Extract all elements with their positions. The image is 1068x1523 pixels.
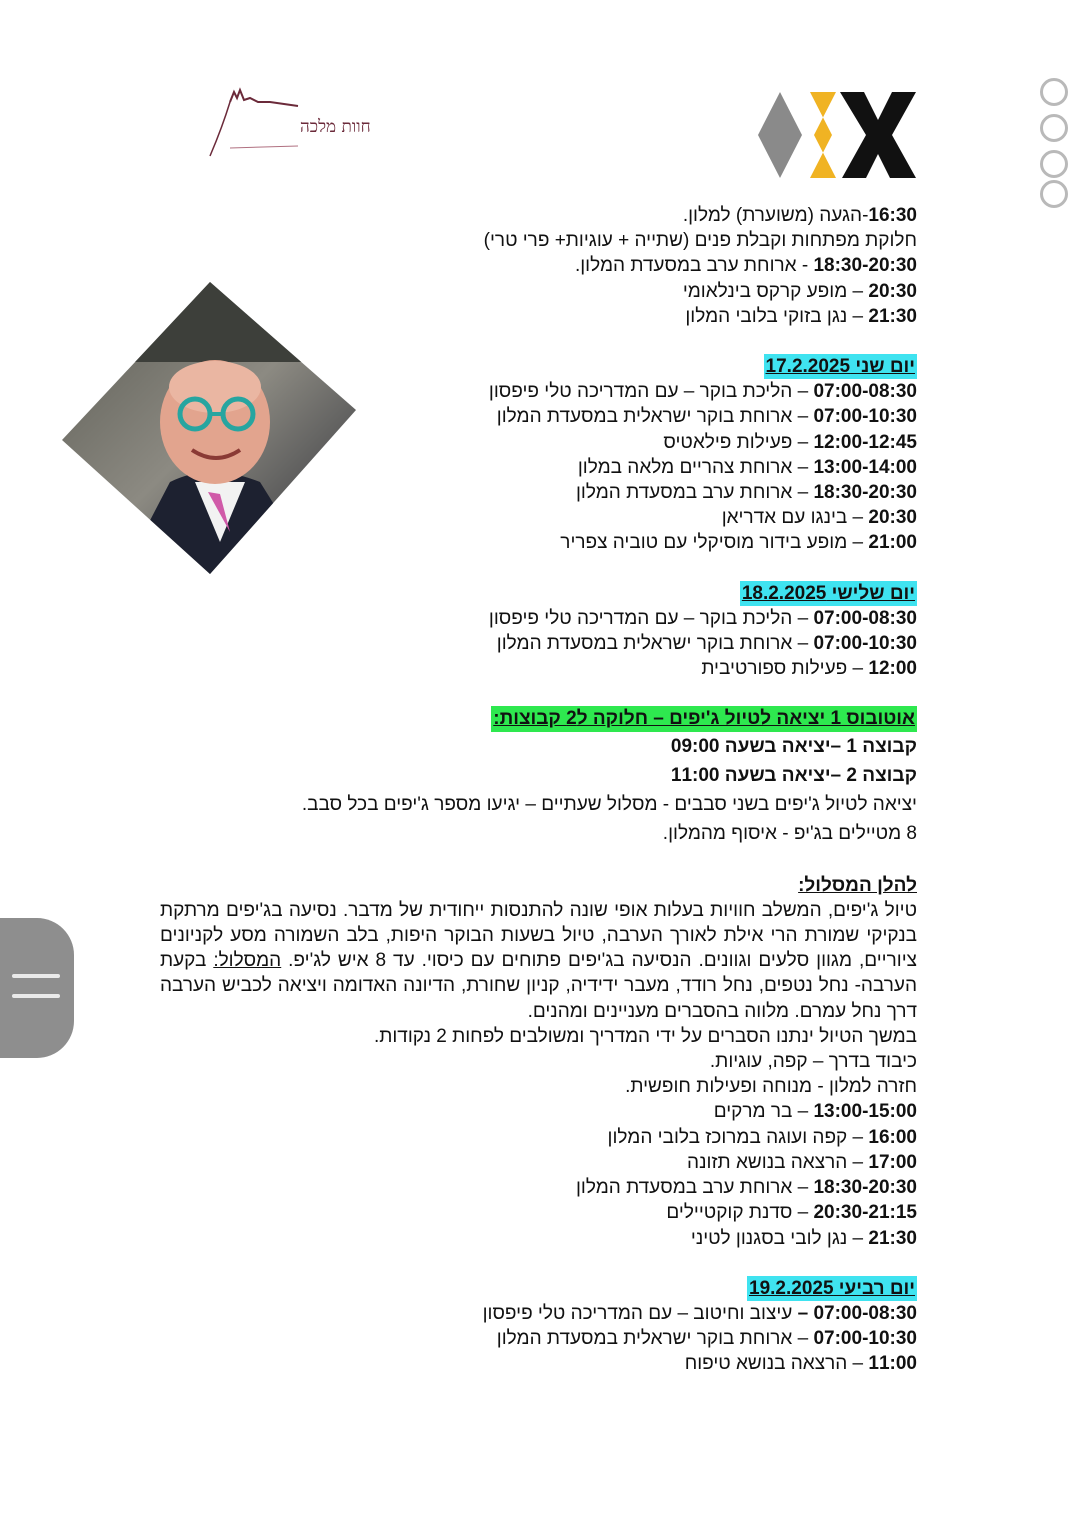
day3-heading: יום שלישי 18.2.2025 — [740, 581, 917, 606]
svg-text:חוות מלכה: חוות מלכה — [300, 117, 371, 137]
schedule-line: 07:00-08:30 – הליכת בוקר – עם המדריכה טלי פיפסון — [488, 607, 917, 629]
schedule-line: 21:30 – נגן לובי בסגנון לטיני — [690, 1227, 917, 1249]
binder-rings — [1040, 78, 1051, 208]
schedule-line: 07:00-10:30 – ארוחת בוקר ישראלית במסעדת המלון — [496, 406, 917, 428]
jeep-line: יציאה לטיול ג'יפים בשני סבבים - מסלול שעתיים – יגיעו מספר ג'יפים בכל סבב. — [301, 793, 917, 815]
schedule-line: 11:00 – הרצאה בנושא טיפוח — [684, 1353, 917, 1375]
route-label: המסלול: — [213, 950, 282, 972]
schedule-line: 12:00-12:45 – פעילות פילאטיס — [663, 431, 917, 453]
ring-icon — [1040, 180, 1068, 208]
handle-line-icon — [12, 974, 60, 978]
group2-line: קבוצה 2 –יציאה בשעה 11:00 — [670, 764, 917, 786]
schedule-line: 17:00 – הרצאה בנושא תזונה — [687, 1151, 917, 1173]
day2-heading: יום שני 17.2.2025 — [764, 354, 917, 379]
return-line: חזרה למלון - מנוחה ופעילות חופשית. — [625, 1076, 917, 1098]
schedule-line: 20:30 – מופע קרקס בינלאומי — [682, 280, 917, 302]
day1-section — [160, 203, 917, 329]
route-heading: להלן המסלול: — [798, 874, 917, 896]
side-menu-handle[interactable] — [0, 918, 74, 1058]
schedule-line: 21:30 – נגן בזוקי בלובי המלון — [685, 305, 917, 327]
schedule-line: 07:00-10:30 – ארוחת בוקר ישראלית במסעדת המלון — [496, 1328, 917, 1350]
schedule-document — [160, 203, 917, 1377]
hotel-logo-icon — [200, 88, 371, 160]
day4-heading: יום רביעי 19.2.2025 — [747, 1276, 917, 1301]
route-paragraph-2: במשך הטיול ינתנו הסברים על ידי המדריך ומשולבים לפחות 2 נקודות. — [373, 1025, 917, 1047]
ring-icon — [1040, 78, 1068, 106]
schedule-line: 13:00-15:00 – בר מרקים — [713, 1101, 917, 1123]
day2-section — [160, 354, 917, 556]
ring-icon — [1040, 150, 1068, 178]
schedule-line: 21:00 – מופע בידור מוסיקלי עם טוביה צפריר — [560, 532, 917, 554]
schedule-line: 18:30-20:30 – ארוחת ערב במסעדת המלון — [575, 482, 917, 504]
schedule-line: 20:30 – בינגו עם אדריאן — [721, 507, 917, 529]
schedule-line: 07:00-08:30 – עיצוב וחיטוב – עם המדריכה טלי פיפסון — [482, 1302, 917, 1324]
schedule-line: 07:00-08:30 – הליכת בוקר – עם המדריכה טלי פיפסון — [488, 381, 917, 403]
day3-section — [160, 581, 917, 1251]
route-paragraph: טיול ג'יפים, המשלב חוויות בעלות אופי שונה להתנסות ייחודית של מדבר. נסיעה בג'יפים מרתקת בנקיקי שמורת הרי אילת לאורך הערבה, טיול בשעות הבוקר היפות, בלב השמורה מסע לקניונים ציוריים, מגוון סלעים וגוונים. הנסיעה בג'יפים פתוחים עם כיסוי. עד 8 איש לג'יפ. המסלול: בקעת הערבה- נחל נטפים, נחל רודד, מעבר ידידיה, קניון שחורת, הדיונה האדומה ויציאה לכביש הערבה דרך נחל עמרם. מלווה בהסברים מעניינים ומהנים. — [160, 899, 917, 1022]
brand-logo-icon — [758, 92, 918, 178]
schedule-line: 16:30-הגעה (משוערת) למלון. — [682, 205, 917, 226]
handle-line-icon — [12, 994, 60, 998]
schedule-line: 12:00 – פעילות ספורטיבית — [701, 658, 917, 680]
schedule-line: 16:00 – קפה ועוגה במרוכז בלובי המלון — [607, 1126, 917, 1148]
jeep-line: 8 מטיילים בג'יפ - איסוף מהמלון. — [662, 822, 917, 844]
refresh-line: כיבוד בדרך – קפה, עוגיות. — [709, 1051, 917, 1073]
ring-icon — [1040, 114, 1068, 142]
schedule-line: 18:30-20:30 – ארוחת ערב במסעדת המלון — [575, 1177, 917, 1199]
jeep-heading: אוטובוס 1 יציאה לטיול ג'יפים – חלוקה ל2 קבוצות: — [491, 706, 917, 731]
schedule-line: 07:00-10:30 – ארוחת בוקר ישראלית במסעדת המלון — [496, 633, 917, 655]
schedule-line: 18:30-20:30 - ארוחת ערב במסעדת המלון. — [574, 255, 917, 277]
group1-line: קבוצה 1 –יציאה בשעה 09:00 — [670, 735, 917, 757]
day4-section — [160, 1276, 917, 1377]
schedule-line: חלוקת מפתחות וקבלת פנים (שתייה + עוגיות+ פרי טרי) — [483, 230, 917, 252]
schedule-line: 13:00-14:00 – ארוחת צהריים מלאה במלון — [577, 456, 917, 478]
schedule-line: 20:30-21:15 – סדנת קוקטיילים — [666, 1202, 917, 1224]
